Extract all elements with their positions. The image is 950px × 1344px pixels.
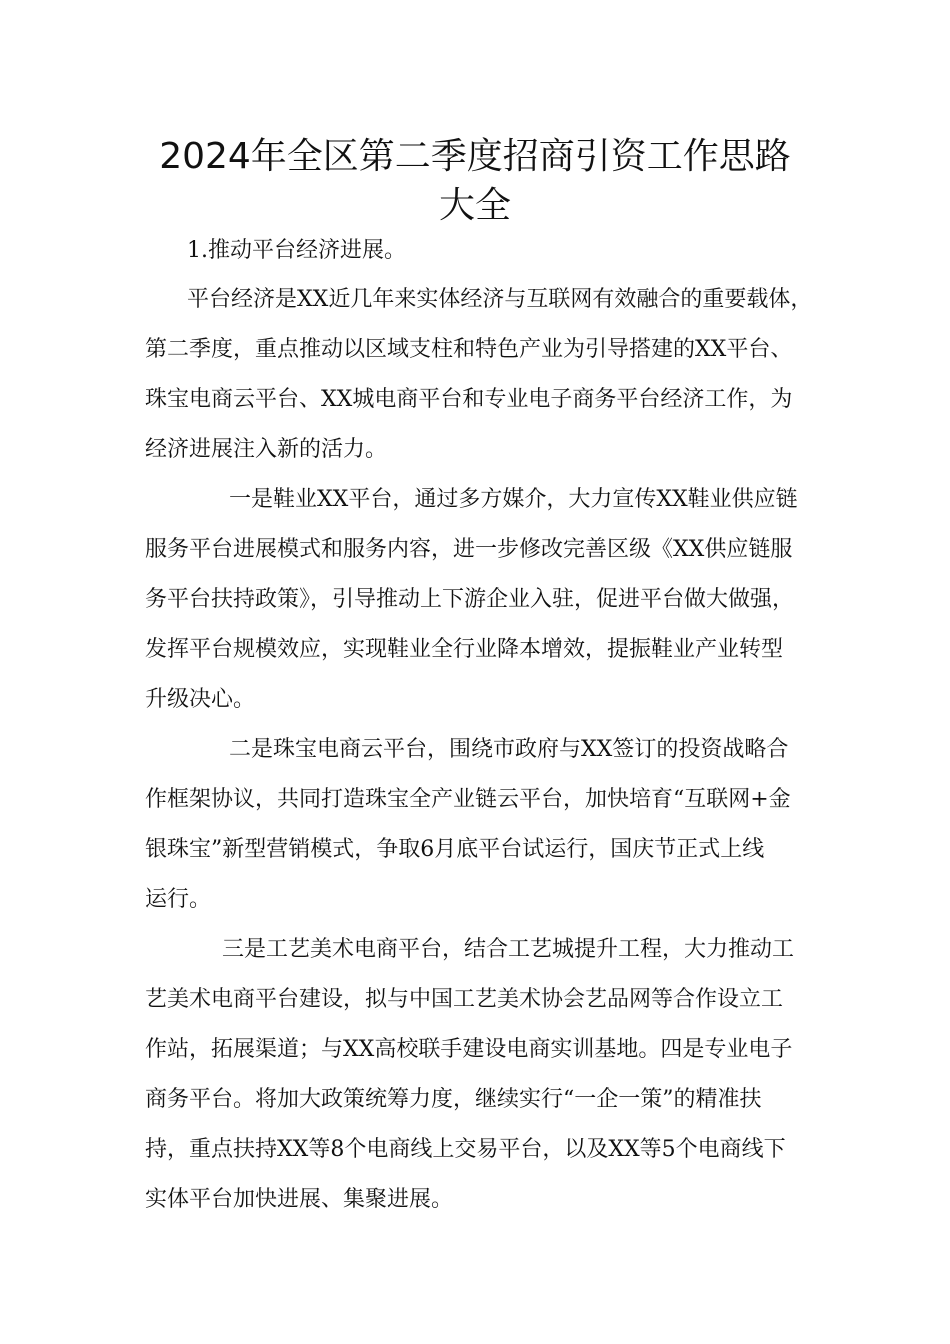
paragraph-line: 一是鞋业XX平台，通过多方媒介，大力宣传XX鞋业供应链	[229, 487, 798, 512]
paragraph-line: 运行。	[145, 887, 212, 912]
paragraph-line: 实体平台加快进展、集聚进展。	[145, 1187, 454, 1212]
paragraph-line: 珠宝电商云平台、XX城电商平台和专业电子商务平台经济工作，为	[145, 387, 793, 412]
section-heading: 1.推动平台经济进展。	[187, 238, 406, 263]
paragraph-line: 平台经济是XX近几年来实体经济与互联网有效融合的重要载体，	[187, 287, 813, 312]
document-title-line-1: 2024年全区第二季度招商引资工作思路	[159, 136, 791, 177]
paragraph-line: 商务平台。将加大政策统筹力度，继续实行“一企一策”的精准扶	[145, 1087, 762, 1112]
paragraph-line: 艺美术电商平台建设，拟与中国工艺美术协会艺品网等合作设立工	[145, 987, 784, 1012]
paragraph-line: 银珠宝”新型营销模式，争取6月底平台试运行，国庆节正式上线	[145, 837, 765, 862]
paragraph-line: 作站，拓展渠道；与XX高校联手建设电商实训基地。四是专业电子	[145, 1037, 793, 1062]
document-title-line-2: 大全	[438, 185, 511, 226]
paragraph-line: 第二季度，重点推动以区域支柱和特色产业为引导搭建的XX平台、	[145, 337, 793, 362]
paragraph-line: 务平台扶持政策》，引导推动上下游企业入驻，促进平台做大做强，	[145, 587, 795, 612]
paragraph-line: 持，重点扶持XX等8个电商线上交易平台，以及XX等5个电商线下	[145, 1137, 786, 1162]
paragraph-line: 二是珠宝电商云平台，围绕市政府与XX签订的投资战略合	[229, 737, 789, 762]
paragraph-line: 三是工艺美术电商平台，结合工艺城提升工程，大力推动工	[222, 937, 795, 962]
paragraph-line: 升级决心。	[145, 687, 256, 712]
paragraph-line: 作框架协议，共同打造珠宝全产业链云平台，加快培育“互联网+金	[145, 787, 791, 812]
paragraph-line: 发挥平台规模效应，实现鞋业全行业降本增效，提振鞋业产业转型	[145, 637, 784, 662]
paragraph-line: 经济进展注入新的活力。	[145, 437, 388, 462]
paragraph-line: 服务平台进展模式和服务内容，进一步修改完善区级《XX供应链服	[145, 537, 793, 562]
